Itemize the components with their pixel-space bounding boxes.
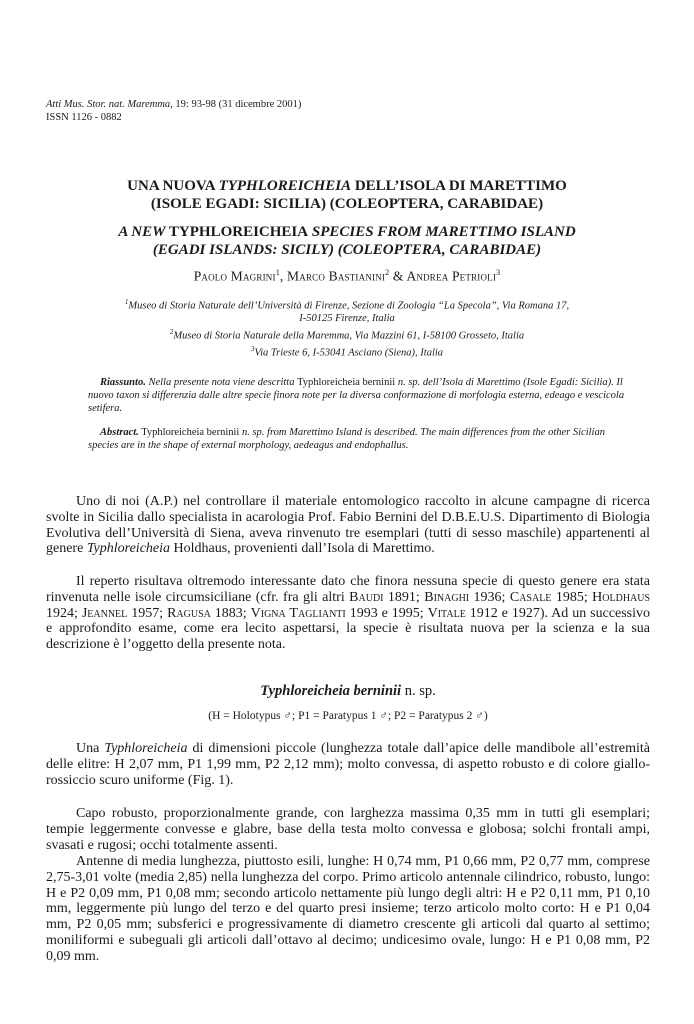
paragraph-text: Holdhaus, provenienti dall’Isola di Marettimo. — [170, 541, 435, 557]
author-name: Andrea Petrioli — [406, 268, 497, 284]
riassunto-label: Riassunto. — [100, 377, 146, 388]
journal-header — [46, 98, 301, 124]
riassunto-text: Nella presente nota viene descritta — [145, 377, 298, 388]
title-italian — [40, 177, 654, 213]
paragraph-head: Capo robusto, proporzionalmente grande, con larghezza massima 0,35 mm in tutti gli esemplari; tempie leggermente convesse e glabre, base della testa molto convessa e globosa; solchi frontali ampi, svasati e rugosi; occhi totalmente assenti. — [46, 806, 650, 853]
title-en-line2: (EGADI ISLANDS: SICILY) (COLEOPTERA, CARABIDAE) — [152, 242, 542, 258]
affil-mark: 3 — [250, 344, 255, 353]
reference-author: Ragusa — [167, 605, 211, 621]
journal-citation — [46, 98, 301, 111]
abstract-text: n. sp. from Marettimo Island is described. The main differences from the other Sicilian species are in the shape of external morphology, aedeagus and endophallus. — [88, 427, 605, 451]
riassunto — [88, 376, 632, 415]
reference-year: 1924; — [46, 605, 82, 621]
riassunto-species: Typhloreicheia berninii — [297, 377, 396, 388]
affiliation-3: Via Trieste 6, I-53041 Asciano (Siena), Italia — [254, 347, 444, 359]
reference-author: Vitale — [427, 605, 466, 621]
affil-mark: 2 — [169, 327, 174, 336]
species-suffix: n. sp. — [401, 683, 436, 699]
reference-year: 1957; — [127, 605, 168, 621]
species-name: Typhloreicheia berninii — [260, 683, 402, 699]
affiliation-2: Museo di Storia Naturale della Maremma, Via Mazzini 61, I-58100 Grosseto, Italia — [173, 330, 525, 342]
paragraph-text: Una — [76, 741, 105, 756]
author-sep: , — [279, 268, 288, 284]
journal-issn: ISSN 1126 - 0882 — [46, 112, 122, 123]
author-sep: & — [389, 268, 407, 284]
reference-year: 1985; — [551, 589, 593, 605]
title-en-genus: TYPHLOREICHEIA — [168, 224, 309, 240]
reference-year: 1883; — [210, 605, 251, 621]
title-it-part: UNA NUOVA — [127, 178, 219, 194]
abstract-species: Typhloreicheia berninii — [138, 427, 240, 438]
paragraph-intro — [46, 494, 650, 557]
journal-volume: 19: 93-98 (31 dicembre 2001) — [172, 99, 302, 110]
reference-year: 1936; — [469, 589, 510, 605]
reference-author: Binaghi — [424, 589, 470, 605]
reference-author: Holdhaus — [592, 589, 651, 605]
affiliations — [40, 296, 654, 360]
reference-year: 1993 e 1995; — [345, 605, 428, 621]
affiliation-1: Museo di Storia Naturale dell’Università di Firenze, Sezione di Zoologia “La Specola”, Via Romana 17, — [128, 300, 570, 312]
genus-name: Typhloreicheia — [104, 741, 188, 756]
specimen-legend: (H = Holotypus ♂; P1 = Paratypus 1 ♂; P2 = Paratypus 2 ♂) — [208, 710, 488, 722]
author-name: Paolo Magrini — [193, 268, 276, 284]
abstract-label: Abstract. — [100, 427, 139, 438]
abstract — [88, 426, 632, 452]
affil-mark: 1 — [124, 298, 129, 306]
paragraph-text: di dimensioni piccole (lunghezza totale dall’apice delle mandibole all’estremità delle elitre: H 2,07 mm, P1 1,99 mm, P2 2,12 mm); molto convessa, di aspetto robusto e di colore giallo-rossiccio scuro uniforme (Fig. 1). — [46, 741, 650, 788]
affiliation-1-cont: I-50125 Firenze, Italia — [299, 313, 395, 325]
paragraph-text: Il reperto risultava oltremodo interessante dato che finora nessuna specie di questo genere era stata rinvenuta nelle isole circumsiciliane (cfr. fra gli altri — [46, 574, 650, 605]
author-affil-mark: 2 — [385, 268, 390, 277]
reference-author: Baudi — [349, 589, 384, 605]
author-affil-mark: 3 — [496, 268, 501, 277]
reference-author: Jeannel — [81, 605, 128, 621]
paragraph-description — [46, 741, 650, 788]
genus-name: Typhloreicheia — [86, 541, 171, 557]
author-list — [40, 268, 654, 285]
paragraph-references — [46, 574, 650, 653]
paragraph-antennae: Antenne di media lunghezza, piuttosto esili, lunghe: H 0,74 mm, P1 0,66 mm, P2 0,77 mm, comprese 2,75-3,01 volte (media 2,85) nella lunghezza del corpo. Primo articolo antennale cilindrico, robusto, lungo: H e P2 0,09 mm, P1 0,08 mm; secondo articolo nettamente più lungo degli altri: H e P2 0,11 mm, P1 0,10 mm, leggermente più lungo del terzo e del quarto presi insieme; terzo articolo molto corto: H e P1 0,04 mm, P2 0,05 mm; subsferici e progressivamente di diametro crescente gli articoli dal quarto al settimo; moniliformi e subeguali gli articoli dall’ottavo al decimo; undicesimo ovale, lungo: H e P1 0,08 mm, P2 0,09 mm. — [46, 854, 650, 964]
reference-author: Casale — [509, 589, 552, 605]
title-english — [40, 223, 654, 259]
title-it-part: DELL’ISOLA DI MARETTIMO — [351, 178, 567, 194]
title-en-part: A NEW — [118, 224, 169, 240]
title-it-genus: TYPHLOREICHEIA — [218, 178, 352, 194]
paragraph-text: Uno di noi (A.P.) nel controllare il materiale entomologico raccolto in alcune campagne di ricerca svolte in Sicilia dallo specialista in acarologia Prof. Fabio Bernini del D.B.E.U.S. Dipartimento di Biologia Evolutiva dell’Università di Siena, aveva rinvenuto tre esemplari (tutti di sesso maschile) appartenenti al genere — [46, 494, 650, 557]
title-en-part: SPECIES FROM MARETTIMO ISLAND — [308, 224, 576, 240]
journal-name: Atti Mus. Stor. nat. Maremma, — [46, 99, 173, 110]
species-heading — [46, 683, 650, 700]
title-it-line2: (ISOLE EGADI: SICILIA) (COLEOPTERA, CARABIDAE) — [150, 196, 544, 212]
author-affil-mark: 1 — [275, 268, 280, 277]
reference-year: 1891; — [383, 589, 425, 605]
riassunto-text: n. sp. dell’Isola di Marettimo (Isole Egadi: Sicilia). Il nuovo taxon si differenzia dalle altre specie finora note per la diversa conformazione di morfologia esterna, edeago e vescicola setifera. — [88, 377, 625, 414]
author-name: Marco Bastianini — [287, 268, 386, 284]
reference-author: Vigna Taglianti — [250, 605, 346, 621]
reference-year: 1912 e 1927). Ad un successivo e approfondito esame, come era lecito aspettarsi, la specie è risultata nuova per la scienza e la sua descrizione è l’oggetto della presente nota. — [46, 605, 651, 653]
